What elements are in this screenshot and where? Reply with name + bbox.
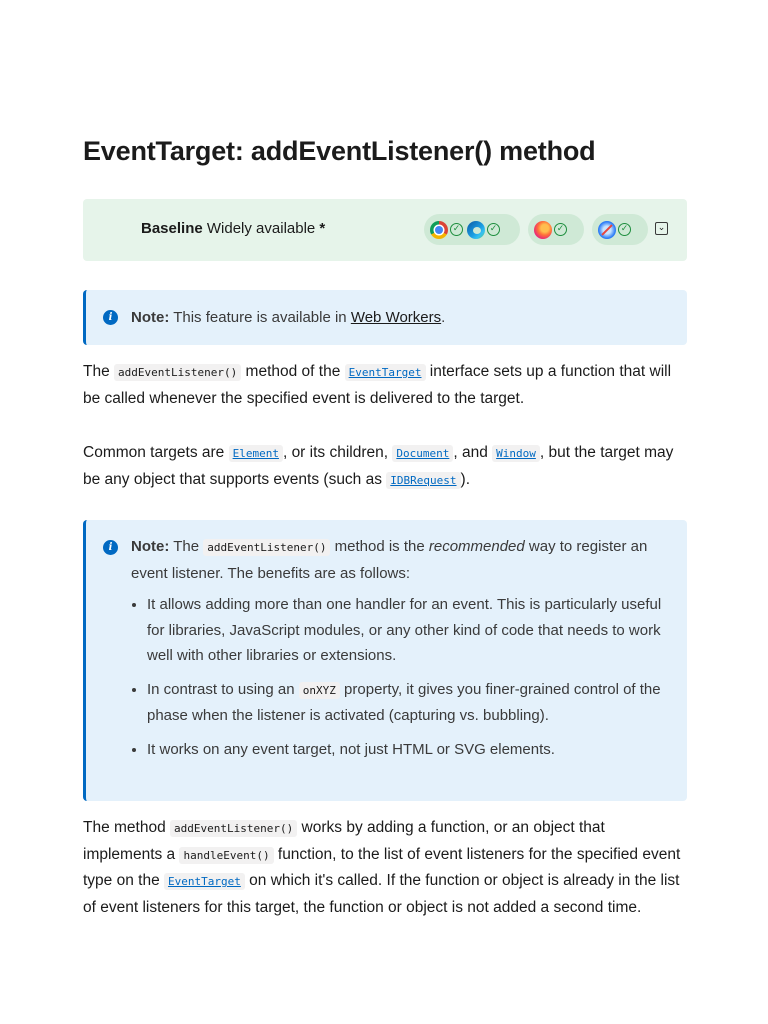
code-addEventListener: addEventListener() xyxy=(114,364,241,381)
text: The xyxy=(83,363,115,380)
text: , or its children, xyxy=(282,444,393,461)
check-icon: ✓ xyxy=(554,223,567,236)
emphasis: recommended xyxy=(428,538,525,555)
code-onXYZ: onXYZ xyxy=(299,682,340,699)
note-label: Note: xyxy=(131,538,170,555)
note-recommended xyxy=(83,520,687,801)
firefox-icon xyxy=(534,221,552,239)
element-link[interactable]: Element xyxy=(229,445,283,462)
baseline-asterisk: * xyxy=(315,220,326,237)
method-paragraph xyxy=(83,815,687,920)
note-text: This feature is available in xyxy=(169,309,351,326)
check-icon: ✓ xyxy=(450,223,463,236)
document-link[interactable]: Document xyxy=(392,445,453,462)
text: , and xyxy=(453,444,493,461)
note-body xyxy=(131,534,669,770)
text: In contrast to using an xyxy=(147,680,299,698)
page-title: EventTarget: addEventListener() method xyxy=(83,136,596,166)
targets-paragraph xyxy=(83,440,687,493)
web-workers-link[interactable]: Web Workers xyxy=(350,309,442,326)
text: ). xyxy=(460,470,470,488)
text: interface sets up a function that will be called whenever the specified event is delivered to the target. xyxy=(83,363,672,407)
list-item: • It works on any event target, not just HTML or SVG elements. xyxy=(147,737,669,763)
chevron-down-icon[interactable]: ⌄ xyxy=(655,222,668,235)
code-addEventListener: addEventListener() xyxy=(203,539,330,556)
baseline-label-rest: Widely available xyxy=(202,220,316,237)
eventtarget-link[interactable]: EventTarget xyxy=(164,873,245,890)
baseline-label-bold: Baseline xyxy=(141,220,203,237)
note-text-end: . xyxy=(441,309,446,326)
text: The method xyxy=(83,819,171,836)
benefits-list xyxy=(131,592,669,762)
check-icon: ✓ xyxy=(618,223,631,236)
text: on which it's called. If the function or object is already in the list of event listeners for this target, the function or object is not added a second time. xyxy=(83,872,680,916)
list-item xyxy=(147,677,669,729)
intro-paragraph xyxy=(83,359,687,411)
safari-icon xyxy=(598,221,616,239)
eventtarget-link[interactable]: EventTarget xyxy=(345,364,426,381)
note-intro xyxy=(131,534,669,586)
note-label: Note: xyxy=(131,309,170,326)
text: The xyxy=(169,538,204,555)
info-icon: i xyxy=(103,540,118,555)
list-item: • It allows adding more than one handler for an event. This is particularly useful for libraries, JavaScript modules, or any other kind of code that needs to work well with other libraries or extensions. xyxy=(147,592,669,669)
info-icon: i xyxy=(103,310,118,325)
text: method is the xyxy=(330,538,429,555)
text: Common targets are xyxy=(83,444,229,461)
window-link[interactable]: Window xyxy=(492,445,540,462)
idbrequest-link[interactable]: IDBRequest xyxy=(386,472,460,489)
text: method of the xyxy=(241,363,345,380)
baseline-banner[interactable] xyxy=(83,199,687,261)
text: , but the target may be any object that supports events (such as xyxy=(83,444,674,488)
code-handleEvent: handleEvent() xyxy=(179,847,273,864)
browser-pill-firefox xyxy=(528,214,584,245)
browser-pill-chromium xyxy=(424,214,520,245)
code-addEventListener: addEventListener() xyxy=(170,820,297,837)
browser-pill-safari xyxy=(592,214,648,245)
text: way to register an event listener. The benefits are as follows: xyxy=(131,538,648,582)
note-web-workers xyxy=(83,290,687,345)
check-icon: ✓ xyxy=(487,223,500,236)
text: works by adding a function, or an object that implements a xyxy=(83,819,605,863)
edge-icon xyxy=(467,221,485,239)
browser-support-list xyxy=(424,214,648,245)
baseline-label xyxy=(141,220,325,237)
text: property, it gives you finer-grained control of the phase when the listener is activated (capturing vs. bubbling). xyxy=(147,680,661,724)
chrome-icon xyxy=(430,221,448,239)
note-body xyxy=(131,305,669,331)
text: function, to the list of event listeners for the specified event type on the xyxy=(83,845,681,889)
